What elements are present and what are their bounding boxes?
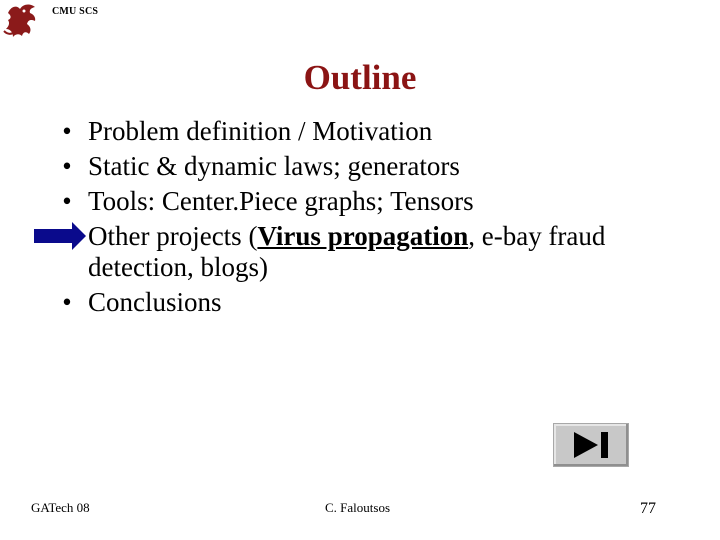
bullet-text: Static & dynamic laws; generators — [88, 151, 460, 181]
bullet-dot-icon: • — [62, 151, 72, 181]
outline-list — [50, 116, 700, 322]
page-number: 77 — [640, 500, 656, 517]
arrow-right-icon — [34, 222, 94, 250]
org-label: CMU SCS — [52, 6, 99, 17]
skip-forward-icon — [554, 424, 628, 466]
bullet-text-pre: Other projects ( — [88, 221, 258, 251]
bullet-text: Tools: Center.Piece graphs; Tensors — [88, 186, 474, 216]
list-item — [50, 287, 700, 318]
bullet-highlight: Virus propagation — [257, 221, 469, 251]
list-item — [50, 186, 700, 217]
bullet-dot-icon: • — [62, 116, 72, 146]
list-item-current — [50, 221, 700, 283]
bullet-text-post: , e-bay fraud detection, blogs) — [88, 221, 606, 282]
bullet-dot-icon: • — [62, 186, 72, 216]
footer-author: C. Faloutsos — [325, 500, 391, 515]
dragon-logo-icon — [2, 1, 42, 41]
bullet-dot-icon: • — [62, 287, 72, 317]
slide-title: Outline — [303, 58, 417, 97]
next-slide-button[interactable] — [553, 423, 629, 467]
footer-venue: GATech 08 — [31, 500, 90, 515]
list-item — [50, 116, 700, 147]
list-item — [50, 151, 700, 182]
bullet-text: Problem definition / Motivation — [88, 116, 433, 146]
bullet-text: Conclusions — [88, 287, 222, 317]
